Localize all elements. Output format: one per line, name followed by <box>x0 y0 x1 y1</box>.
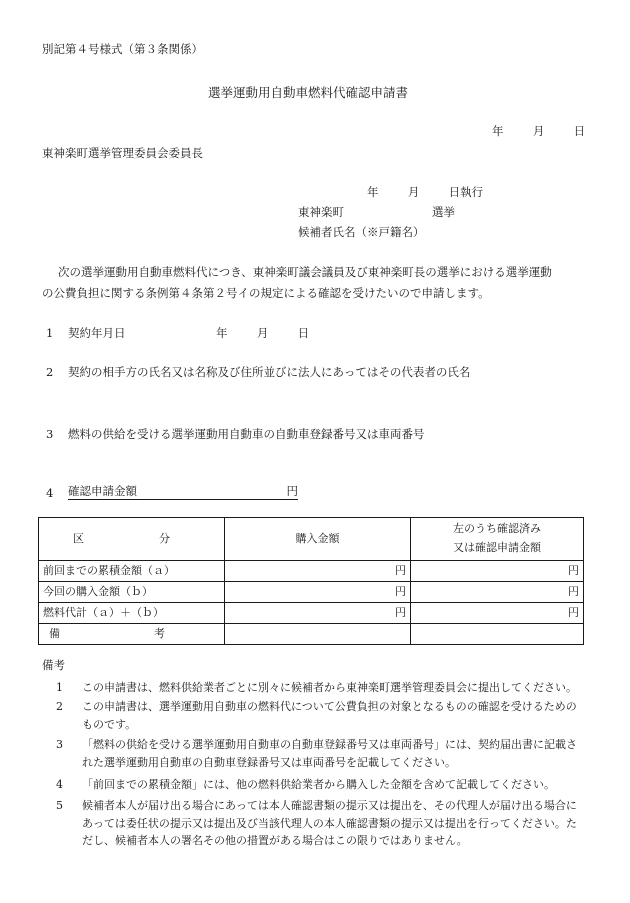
remarks-cell[interactable] <box>225 624 411 645</box>
date-month: 月 <box>532 124 545 138</box>
date-year: 年 <box>492 124 504 138</box>
table-header-row <box>39 518 584 561</box>
election-date-month: 月 <box>407 185 420 199</box>
item4-label: 確認申請金額 <box>68 484 137 498</box>
date-day: 日 <box>573 124 586 138</box>
purchase-amount-cell[interactable]: 円 <box>225 561 411 582</box>
row-label: 今回の購入金額（ｂ） <box>39 582 225 603</box>
item1-date <box>216 326 309 342</box>
submission-date <box>492 124 585 140</box>
item1-label: 契約年月日 <box>68 326 126 340</box>
body-text-line2: の公費負担に関する条例第４条第２号イの規定による確認を受けたいので申請します。 <box>42 286 490 300</box>
item4-number: 4 <box>46 486 54 500</box>
item1-day: 日 <box>297 326 310 340</box>
fuel-cost-table <box>38 517 584 645</box>
item4-amount-field[interactable] <box>68 484 298 500</box>
note-1: 1 この申請書は、燃料供給業者ごとに別々に候補者から東神楽町選挙管理委員会に提出してください。 <box>56 681 577 694</box>
table-row <box>39 582 584 603</box>
header-category: 区 分 <box>39 518 225 561</box>
header-purchase-amount: 購入金額 <box>225 518 411 561</box>
row-label: 前回までの累積金額（ａ） <box>39 561 225 582</box>
item2-label: 契約の相手方の氏名又は名称及び住所並びに法人にあってはその代表者の氏名 <box>68 365 471 379</box>
remarks-label: 備 考 <box>39 624 225 645</box>
candidate-name-label: 候補者氏名（※戸籍名） <box>298 225 425 239</box>
confirmed-amount-cell[interactable]: 円 <box>411 561 584 582</box>
item1-number: 1 <box>46 326 54 340</box>
confirmed-amount-cell[interactable]: 円 <box>411 603 584 624</box>
notes-title: 備考 <box>42 658 65 672</box>
election-date-day: 日執行 <box>448 185 484 199</box>
election-date <box>367 185 483 201</box>
purchase-amount-cell[interactable]: 円 <box>225 582 411 603</box>
election-town: 東神楽町 <box>298 205 344 219</box>
purchase-amount-cell[interactable]: 円 <box>225 603 411 624</box>
item1-year: 年 <box>216 326 228 340</box>
document-title: 選挙運動用自動車燃料代確認申請書 <box>208 85 409 100</box>
item3-number: 3 <box>46 427 54 441</box>
table-row <box>39 561 584 582</box>
item3-label: 燃料の供給を受ける選挙運動用自動車の自動車登録番号又は車両番号 <box>68 427 425 441</box>
addressee: 東神楽町選挙管理委員会委員長 <box>42 146 203 160</box>
confirmed-amount-cell[interactable]: 円 <box>411 582 584 603</box>
note-2: 2 この申請書は、選挙運動用自動車の燃料代について公費負担の対象となるものの確認を受けるためのものです。 <box>56 700 577 731</box>
item4-yen-unit: 円 <box>286 484 298 498</box>
election-word: 選挙 <box>432 205 455 219</box>
remarks-cell[interactable] <box>411 624 584 645</box>
note-3: 3 「燃料の供給を受ける選挙運動用自動車の自動車登録番号又は車両番号」には、契約届出書に記載された選挙運動用自動車の自動車登録番号又は車両番号を記載してください。 <box>56 738 577 769</box>
item2-number: 2 <box>46 365 54 379</box>
note-5: 5 候補者本人が届け出る場合にあっては本人確認書類の提示又は提出を、その代理人が届け出る場合にあっては委任状の提示又は提出及び当該代理人の本人確認書類の提示又は提出を行ってください。ただし、候補者本人の署名その他の措置がある場合はこの限りではありません。 <box>56 799 577 848</box>
election-date-year: 年 <box>367 185 379 199</box>
body-text-line1: 次の選挙運動用自動車燃料代につき、東神楽町議会議員及び東神楽町長の選挙における選挙運動 <box>58 265 552 279</box>
header-confirmed-amount: 左のうち確認済み 又は確認申請金額 <box>411 518 584 561</box>
note-4: 4 「前回までの累積金額」には、他の燃料供給業者から購入した金額を含めて記載してください。 <box>56 778 555 791</box>
table-row <box>39 603 584 624</box>
item1-month: 月 <box>256 326 269 340</box>
table-remarks-row <box>39 624 584 645</box>
form-label: 別記第４号様式（第３条関係） <box>42 42 203 56</box>
row-label: 燃料代計（ａ）＋（ｂ） <box>39 603 225 624</box>
